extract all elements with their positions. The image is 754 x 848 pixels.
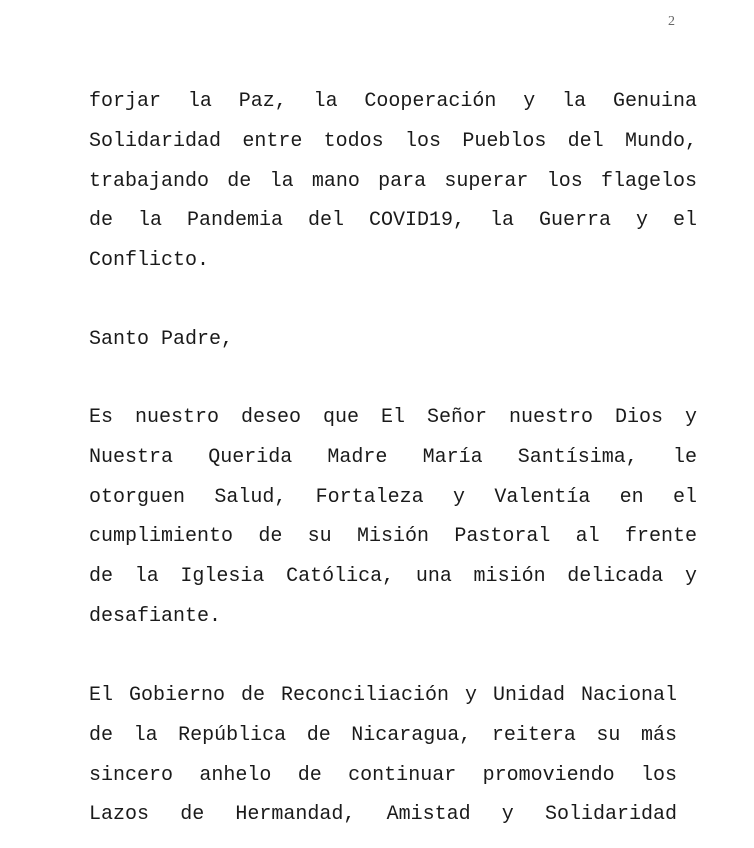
- text-line: Nuestra Querida Madre María Santísima, le: [89, 445, 697, 469]
- page-number: 2: [668, 14, 675, 29]
- text-line: otorguen Salud, Fortaleza y Valentía en el: [89, 485, 697, 509]
- text-line: Santo Padre,: [89, 328, 234, 351]
- text-line: Lazos de Hermandad, Amistad y Solidaridad: [89, 803, 677, 827]
- text-line: cumplimiento de su Misión Pastoral al frente: [89, 525, 697, 549]
- text-line: forjar la Paz, la Cooperación y la Genuina: [89, 90, 697, 113]
- text-line: El Gobierno de Reconciliación y Unidad Nacional: [89, 684, 677, 707]
- text-line: Conflicto.: [89, 249, 210, 273]
- text-line: trabajando de la mano para superar los flagelos: [89, 169, 697, 193]
- text-line: de la Pandemia del COVID19, la Guerra y el: [89, 209, 697, 233]
- text-line: desafiante.: [89, 604, 222, 628]
- text-line: sincero anhelo de continuar promoviendo los: [89, 763, 677, 787]
- paragraph-gobierno: [89, 676, 677, 835]
- text-line: de la Iglesia Católica, una misión delicada y: [89, 565, 697, 589]
- text-line: Es nuestro deseo que El Señor nuestro Dios y: [89, 406, 697, 429]
- text-line: de la República de Nicaragua, reitera su más: [89, 723, 677, 747]
- paragraph-paz-cooperacion: [89, 82, 697, 281]
- salutation: [89, 320, 697, 360]
- paragraph-deseo: [89, 398, 697, 637]
- text-line: Solidaridad entre todos los Pueblos del Mundo,: [89, 129, 697, 153]
